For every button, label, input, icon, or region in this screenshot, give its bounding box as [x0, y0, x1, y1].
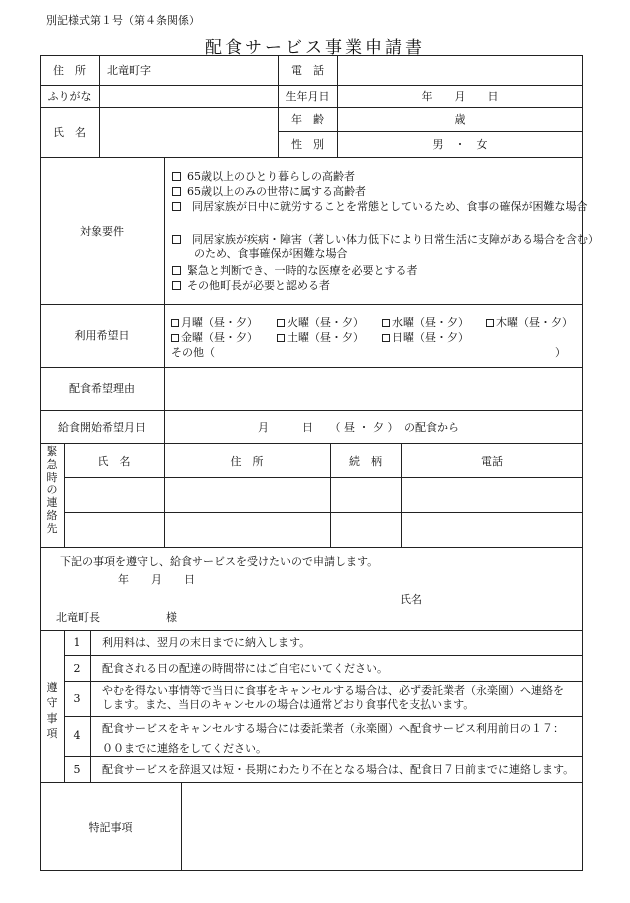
checkbox[interactable]	[172, 187, 181, 196]
emergency-header-phone: 電話	[481, 455, 503, 468]
day-option-saturday[interactable]: 土曜（昼・夕）	[277, 331, 364, 344]
start-date-label: 給食開始希望月日	[58, 421, 146, 434]
other-days-field[interactable]	[220, 346, 550, 360]
day-option-sunday[interactable]: 日曜（昼・夕）	[382, 331, 469, 344]
furigana-label: ふりがな	[47, 90, 92, 103]
birthdate-label: 生年月日	[285, 90, 330, 103]
form-code: 別記様式第１号（第４条関係）	[46, 14, 200, 27]
other-days-label: その他（	[171, 346, 215, 359]
rules-side-label: 遵 守 事 項	[46, 681, 58, 741]
checkbox[interactable]	[172, 172, 181, 181]
other-days-close: ）	[555, 346, 566, 359]
phone-label: 電 話	[291, 64, 324, 77]
checkbox[interactable]	[382, 334, 390, 342]
gender-field[interactable]: 男 ・ 女	[432, 138, 488, 151]
day-option-wednesday[interactable]: 水曜（昼・夕）	[382, 316, 469, 329]
age-field[interactable]: 歳	[454, 113, 466, 126]
declaration-date[interactable]: 年 月 日	[118, 573, 195, 586]
address-field[interactable]: 北竜町字	[107, 64, 151, 77]
checkbox[interactable]	[172, 235, 181, 244]
furigana-field[interactable]	[100, 86, 278, 108]
eligibility-item[interactable]: 65歳以上のひとり暮らしの高齢者	[172, 170, 355, 183]
rule-text: 配食される日の配達の時間帯にはご自宅にいてください。	[102, 662, 388, 675]
checkbox[interactable]	[277, 334, 285, 342]
reason-field[interactable]	[165, 368, 583, 410]
eligibility-label: 対象要件	[80, 225, 124, 238]
address-label: 住 所	[53, 64, 86, 77]
declaration-name-label: 氏名	[400, 593, 422, 606]
birthdate-field[interactable]: 年 月 日	[421, 90, 499, 103]
day-option-monday[interactable]: 月曜（昼・夕）	[171, 316, 258, 329]
desired-days-label: 利用希望日	[74, 329, 130, 342]
day-option-tuesday[interactable]: 火曜（昼・夕）	[277, 316, 364, 329]
emergency-header-relation: 続 柄	[349, 455, 382, 468]
start-date-field[interactable]: 月 日 （ 昼 ・ 夕 ） の配食から	[258, 421, 459, 434]
day-option-thursday[interactable]: 木曜（昼・夕）	[486, 316, 573, 329]
reason-label: 配食希望理由	[69, 382, 135, 395]
eligibility-item[interactable]: その他町長が必要と認める者	[172, 279, 330, 292]
name-field[interactable]	[100, 108, 278, 157]
checkbox[interactable]	[486, 319, 494, 327]
age-label: 年 齢	[291, 113, 324, 126]
gender-label: 性 別	[291, 138, 324, 151]
declaration-text: 下記の事項を遵守し、給食サービスを受けたいので申請します。	[60, 555, 379, 568]
eligibility-item[interactable]: 65歳以上のみの世帯に属する高齢者	[172, 185, 366, 198]
checkbox[interactable]	[172, 202, 181, 211]
rule-number: 4	[73, 729, 81, 742]
emergency-side-label: 緊 急 時 の 連 絡 先	[46, 445, 58, 535]
rule-text: 利用料は、翌月の末日までに納入します。	[102, 636, 311, 649]
eligibility-item[interactable]: 同居家族が疾病・障害（著しい体力低下により日常生活に支障がある場合を含む）のため、食事確保が困難な場合	[172, 233, 599, 261]
phone-field[interactable]	[338, 55, 583, 85]
rule-number: 5	[73, 763, 81, 776]
checkbox[interactable]	[171, 334, 179, 342]
eligibility-item[interactable]: 緊急と判断でき、一時的な医療を必要とする者	[172, 264, 418, 277]
rule-number: 1	[73, 636, 81, 649]
notes-field[interactable]	[182, 783, 582, 871]
addressee: 北竜町長 様	[56, 611, 177, 624]
emergency-row[interactable]	[65, 478, 583, 512]
emergency-header-name: 氏 名	[97, 455, 131, 468]
rule-text: 配食サービスを辞退又は短・長期にわたり不在となる場合は、配食日７日前までに連絡します。	[102, 763, 575, 776]
emergency-header-address: 住 所	[230, 455, 264, 468]
rule-number: 3	[73, 692, 81, 705]
checkbox[interactable]	[382, 319, 390, 327]
page-title: 配食サービス事業申請書	[205, 38, 425, 58]
rule-number: 2	[73, 662, 81, 675]
notes-label: 特記事項	[88, 821, 133, 834]
rule-text: やむを得ない事情等で当日に食事をキャンセルする場合は、必ず委託業者（永楽園）へ連絡をします。また、当日のキャンセルの場合は通常どおり食事代を支払います。	[102, 684, 564, 711]
name-label: 氏 名	[53, 126, 86, 139]
day-option-friday[interactable]: 金曜（昼・夕）	[171, 331, 258, 344]
checkbox[interactable]	[172, 281, 181, 290]
rule-text: 配食サービスをキャンセルする場合には委託業者（永楽園）へ配食サービス利用前日の１７：００までに連絡をしてください。	[102, 722, 564, 755]
checkbox[interactable]	[171, 319, 179, 327]
checkbox[interactable]	[172, 266, 181, 275]
emergency-row[interactable]	[65, 513, 583, 547]
application-form	[40, 55, 599, 871]
eligibility-item[interactable]: 同居家族が日中に就労することを常態としているため、食事の確保が困難な場合	[172, 200, 599, 214]
checkbox[interactable]	[277, 319, 285, 327]
